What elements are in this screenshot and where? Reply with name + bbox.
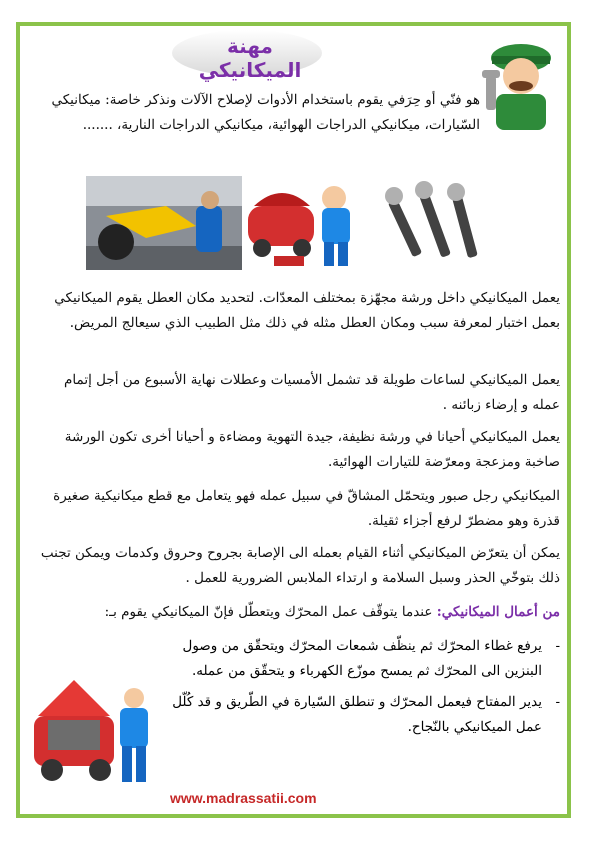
website-link[interactable]: www.madrassatii.com: [170, 790, 317, 806]
task-text: يدير المفتاح فيعمل المحرّك و تنطلق السّيارة في الطّريق و قد كُلّل عمل الميكانيكي بالنّجاح.: [172, 694, 542, 735]
paragraph-conditions: يعمل الميكانيكي أحيانا في ورشة نظيفة، جيدة التهوية ومضاءة و أحيانا أخرى تكون الورشة صاخبة ومزعجة ومعرّضة للتيارات الهوائية.: [64, 429, 560, 470]
intro-text: هو فنّي أو حِرَفي يقوم باستخدام الأدوات لإصلاح الآلات ونذكر خاصة: ميكانيكي السّيارات، ميكانيكي الدراجات الهوائية، ميكانيكي الدراجات النارية، .......: [51, 92, 480, 133]
tasks-intro: عندما يتوقّف عمل المحرّك ويتعطّل فإنّ الميكانيكي يقوم بـ:: [104, 604, 433, 620]
tasks-list: [160, 634, 560, 746]
list-dash: -: [555, 694, 560, 710]
tasks-heading: [40, 600, 560, 625]
page-title: مهنة الميكانيكي: [198, 34, 302, 82]
paragraph-hours: يعمل الميكانيكي لساعات طويلة قد تشمل الأمسيات وعطلات نهاية الأسبوع من أجل إتمام عمله و إرضاء زبائنه .: [64, 372, 560, 413]
paragraph-workshop: يعمل الميكانيكي داخل ورشة مجهّزة بمختلف المعدّات. لتحديد مكان العطل يقوم الميكانيكي بعمل اختبار لمعرفة سبب ومكان العطل مثله في ذلك مثل الطبيب الذي سيعالج المريض.: [54, 290, 560, 331]
motorcycle-workshop-photo: [86, 176, 242, 270]
mechanic-car-illustration: [244, 176, 364, 272]
mechanic-mascot-illustration: [478, 36, 564, 132]
list-item: [160, 634, 560, 684]
wrenches-illustration: [380, 178, 494, 264]
task-text: يرفع غطاء المحرّك ثم ينظّف شمعات المحرّك ويتحقّق من وصول البنزين الى المحرّك ثم يمسح موزّع الكهرباء و يتحقّق من عمله.: [182, 638, 542, 679]
paragraph-patience: الميكانيكي رجل صبور ويتحمّل المشاقّ في سبيل عمله فهو يتعامل مع قطع ميكانيكية صغيرة قذرة وهو مضطرّ لرفع أجزاء ثقيلة.: [53, 488, 560, 529]
tasks-label: من أعمال الميكانيكي:: [436, 604, 560, 620]
list-item: [160, 690, 560, 740]
paragraph-safety: يمكن أن يتعرّض الميكانيكي أثناء القيام بعمله الى الإصابة بجروح وحروق وكدمات ويمكن تجنب ذلك بتوخّي الحذر وسبل السلامة و ارتداء الملابس الضرورية للعمل .: [40, 545, 560, 586]
mechanic-engine-illustration: [34, 676, 158, 788]
list-dash: -: [555, 638, 560, 654]
